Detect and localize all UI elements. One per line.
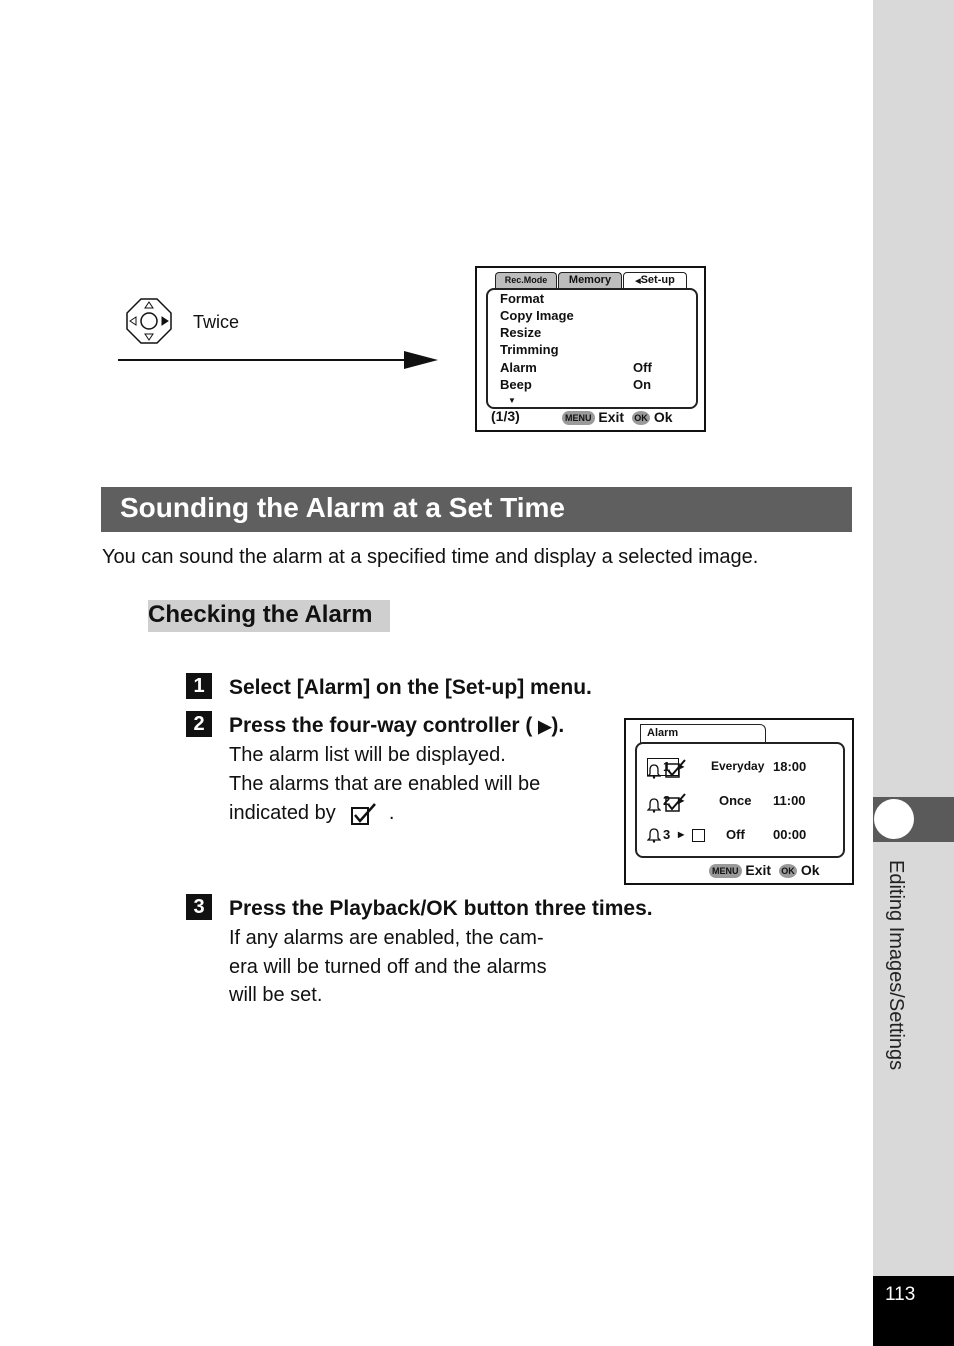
tab-setup[interactable]: ◀Set-up <box>623 272 687 288</box>
alarm-time: 18:00 <box>773 759 807 774</box>
alarm-frequency: Everyday <box>711 759 765 773</box>
section-label: Editing Images/Settings <box>885 860 907 1071</box>
step-3-line-3: will be set. <box>229 984 323 1006</box>
section-intro: You can sound the alarm at a specified time and display a selected image. <box>102 546 759 568</box>
tab-memory[interactable]: Memory <box>558 272 622 288</box>
alarm-row[interactable] <box>647 759 807 779</box>
step-number-3: 3 <box>186 894 212 920</box>
step-number-2: 2 <box>186 711 212 737</box>
alarm-frequency: Off <box>726 827 745 842</box>
side-strip <box>873 0 954 1346</box>
alarm-list-screen <box>624 718 854 885</box>
right-arrow-icon <box>118 346 440 374</box>
menu-button-icon: MENU <box>562 411 595 425</box>
alarm-frequency: Once <box>719 793 752 808</box>
step-2-heading: Press the four-way controller ( ▶). <box>229 714 565 737</box>
ok-button-icon: OK <box>779 864 797 878</box>
ok-label: Ok <box>800 862 820 878</box>
beep-value: On <box>633 377 652 392</box>
menu-item-trimming[interactable]: Trimming <box>500 342 559 357</box>
ok-label: Ok <box>653 409 673 425</box>
step-number-1: 1 <box>186 673 212 699</box>
twice-label: Twice <box>193 312 240 332</box>
menu-item-alarm[interactable]: Alarm <box>500 360 537 375</box>
section-title: Sounding the Alarm at a Set Time <box>120 492 565 523</box>
tab-rec-mode[interactable]: Rec.Mode <box>495 272 557 288</box>
checkbox-empty-icon <box>692 829 705 842</box>
alarm-value: Off <box>633 360 652 375</box>
page-number: 113 <box>885 1284 916 1305</box>
step-2-line-2: The alarms that are enabled will be <box>229 773 541 795</box>
bell-icon <box>647 797 661 813</box>
bell-icon <box>647 827 661 843</box>
right-triangle-icon: ▶ <box>678 796 685 805</box>
alarm-row[interactable] <box>647 827 807 847</box>
subsection-title: Checking the Alarm <box>148 601 373 628</box>
right-triangle-icon: ▶ <box>538 717 552 736</box>
step-3-line-2: era will be turned off and the alarms <box>229 956 547 978</box>
menu-panel <box>486 288 698 409</box>
page-indicator: (1/3) <box>491 408 520 424</box>
right-triangle-icon: ▶ <box>678 830 685 839</box>
step-3-line-1: If any alarms are enabled, the cam- <box>229 927 544 949</box>
scroll-down-icon: ▼ <box>508 396 516 405</box>
alarm-screen-footer <box>709 862 820 878</box>
ok-button-icon: OK <box>632 411 650 425</box>
alarm-number: 3 <box>663 827 671 842</box>
step-3-heading: Press the Playback/OK button three times. <box>229 897 653 920</box>
alarm-panel <box>635 742 845 858</box>
alarm-row[interactable] <box>647 793 806 813</box>
left-triangle-icon: ◀ <box>635 278 641 285</box>
setup-menu-screen <box>475 266 706 432</box>
alarm-screen-title: Alarm <box>640 724 766 743</box>
step-2-line-1: The alarm list will be displayed. <box>229 744 506 766</box>
menu-item-format[interactable]: Format <box>500 291 545 306</box>
menu-item-resize[interactable]: Resize <box>500 325 542 340</box>
alarm-number: 1 <box>663 759 671 774</box>
menu-item-beep[interactable]: Beep <box>500 377 532 392</box>
menu-item-copy-image[interactable]: Copy Image <box>500 308 574 323</box>
checkbox-checked-icon <box>351 802 377 826</box>
step-2-line-3: indicated by . <box>229 802 395 824</box>
screen-footer-buttons <box>562 409 673 425</box>
exit-label: Exit <box>745 862 772 878</box>
right-triangle-icon: ▶ <box>678 762 685 771</box>
alarm-number: 2 <box>663 793 671 808</box>
step-1-heading: Select [Alarm] on the [Set-up] menu. <box>229 676 592 699</box>
alarm-time: 00:00 <box>773 827 807 842</box>
menu-button-icon: MENU <box>709 864 742 878</box>
four-way-controller-icon <box>124 296 174 346</box>
chapter-circle <box>874 799 914 839</box>
exit-label: Exit <box>598 409 625 425</box>
alarm-time: 11:00 <box>773 793 806 808</box>
